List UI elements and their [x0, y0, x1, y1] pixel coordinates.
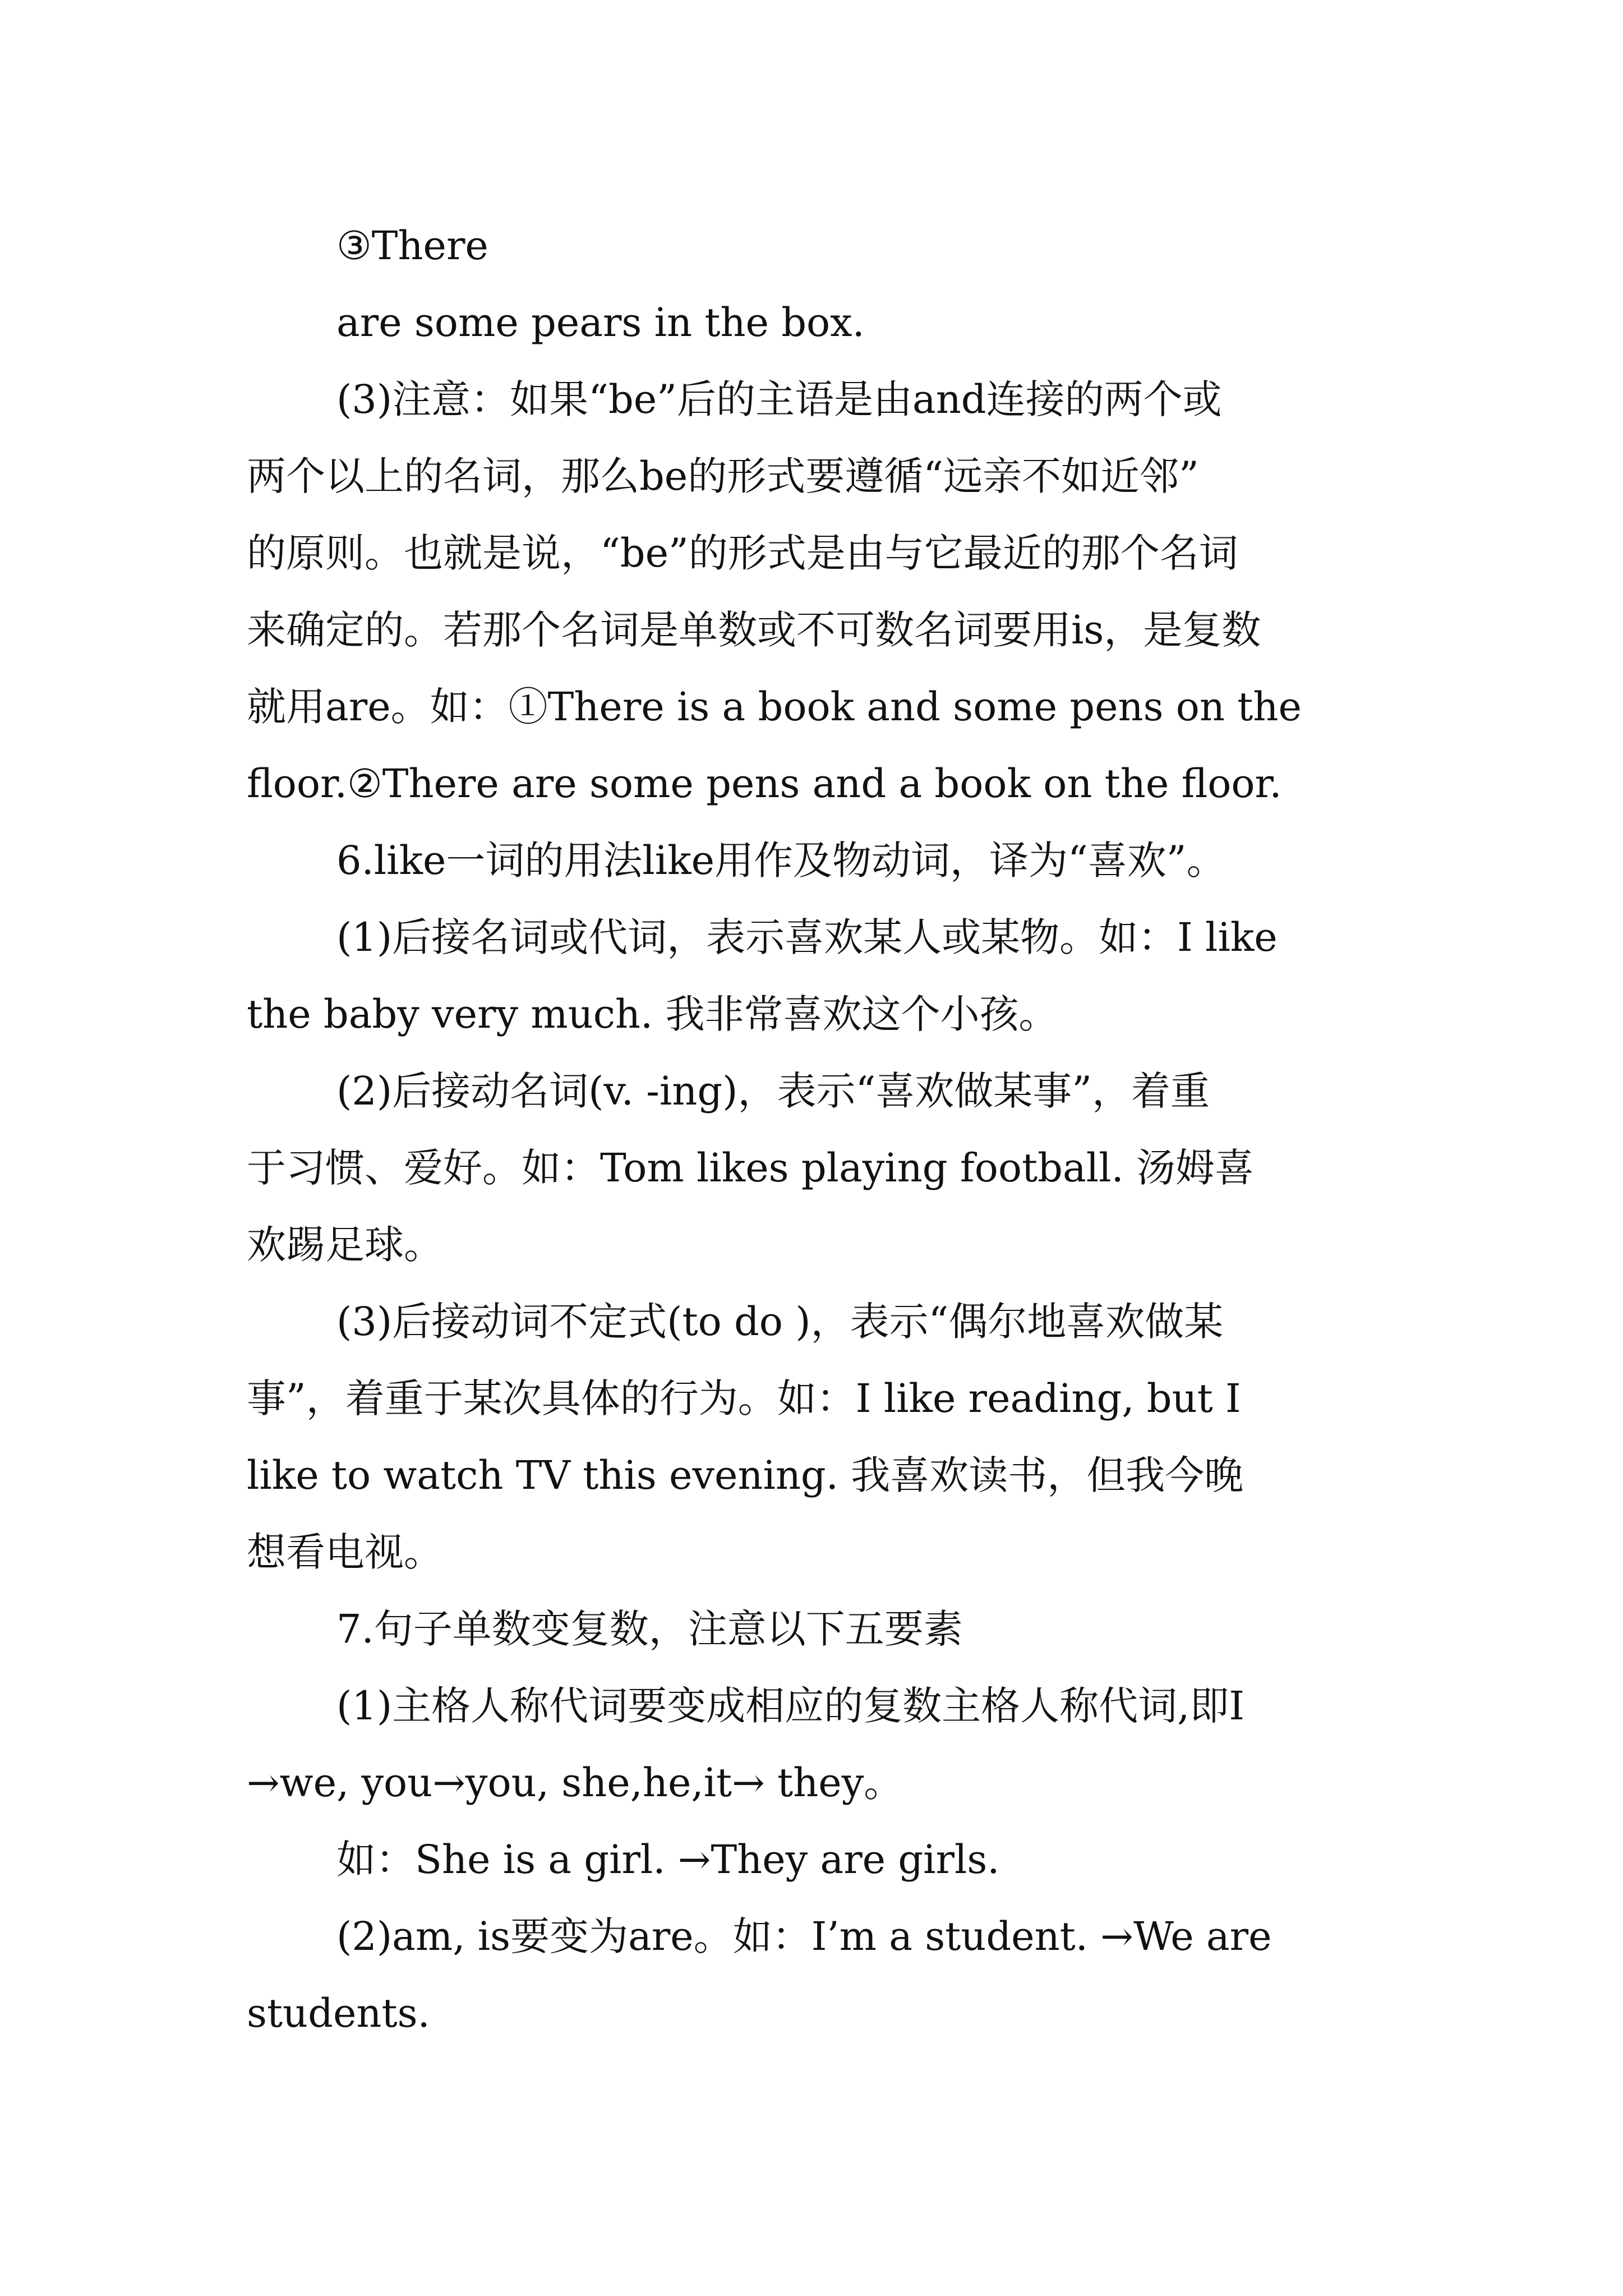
text-line: (2)后接动名词(v. -ing)，表示“喜欢做某事”，着重	[336, 1068, 1210, 1114]
text-line: students.	[247, 1990, 430, 2036]
text-line: 如：She is a girl. →They are girls.	[336, 1837, 1000, 1883]
text-line: (2)am, is要变为are。如：I’m a student. →We are	[336, 1913, 1272, 1959]
text-line: 于习惯、爱好。如：Tom likes playing football. 汤姆喜	[247, 1145, 1254, 1191]
text-line: the baby very much. 我非常喜欢这个小孩。	[247, 991, 1058, 1037]
text-line: 两个以上的名词，那么be的形式要遵循“远亲不如近邻”	[247, 453, 1199, 499]
text-line: 6.like一词的用法like用作及物动词，译为“喜欢”。	[336, 838, 1226, 884]
text-line: 的原则。也就是说，“be”的形式是由与它最近的那个名词	[247, 530, 1238, 576]
text-line: (1)主格人称代词要变成相应的复数主格人称代词,即I	[336, 1683, 1245, 1729]
text-line: 想看电视。	[247, 1529, 443, 1575]
text-line: →we, you→you, she,he,it→ they。	[247, 1760, 903, 1806]
text-line: 就用are。如：①There is a book and some pens on the	[247, 684, 1302, 730]
text-line: 事”，着重于某次具体的行为。如：I like reading, but I	[247, 1375, 1241, 1421]
text-line: (3)注意：如果“be”后的主语是由and连接的两个或	[336, 376, 1222, 422]
document-body	[247, 208, 1391, 2052]
text-line: 来确定的。若那个名词是单数或不可数名词要用is，是复数	[247, 607, 1261, 653]
text-line: 欢踢足球。	[247, 1222, 443, 1268]
text-line: are some pears in the box.	[336, 300, 865, 346]
text-line: (1)后接名词或代词，表示喜欢某人或某物。如：I like	[336, 914, 1278, 960]
text-line: floor.②There are some pens and a book on the floor.	[247, 761, 1282, 807]
text-line: like to watch TV this evening. 我喜欢读书，但我今晚	[247, 1452, 1244, 1498]
text-line: ③There	[336, 223, 488, 269]
text-line: 7.句子单数变复数，注意以下五要素	[336, 1606, 963, 1652]
text-line: (3)后接动词不定式(to do )，表示“偶尔地喜欢做某	[336, 1299, 1224, 1345]
